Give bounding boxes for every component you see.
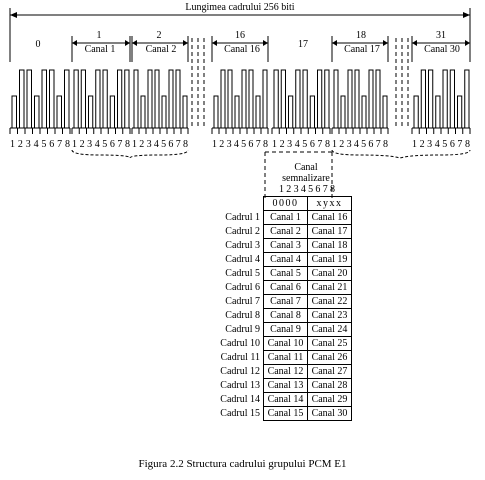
table-row bbox=[214, 365, 352, 379]
table-row bbox=[214, 351, 352, 365]
header-bits-b: xyxx bbox=[308, 197, 352, 211]
bit-pulse bbox=[296, 70, 300, 128]
table-row bbox=[214, 253, 352, 267]
bit-pulse bbox=[303, 70, 307, 128]
bit-pulse bbox=[242, 70, 246, 128]
table-row bbox=[214, 323, 352, 337]
bit-pulse bbox=[436, 96, 440, 128]
bit-pulse bbox=[325, 70, 329, 128]
bit-pulse bbox=[183, 96, 187, 128]
bit-pulse bbox=[103, 70, 107, 128]
bit-pulse bbox=[429, 70, 433, 128]
arrow-head bbox=[412, 40, 417, 46]
bit-numbers-slot-17: 12345678 bbox=[272, 139, 330, 150]
frame-label: Cadrul 6 bbox=[225, 282, 260, 293]
frame-label: Cadrul 9 bbox=[225, 324, 260, 335]
channel-b: Canal 16 bbox=[308, 211, 352, 225]
bit-pulse bbox=[263, 70, 267, 128]
arrow-head bbox=[132, 40, 137, 46]
slot-number-1: 1 bbox=[96, 30, 102, 41]
signaling-bits: 12345678 bbox=[279, 184, 335, 195]
table-row bbox=[214, 267, 352, 281]
bit-pulse bbox=[42, 70, 47, 128]
bit-pulse bbox=[450, 70, 454, 128]
channel-a: Canal 13 bbox=[264, 379, 308, 393]
arrow-head bbox=[465, 40, 470, 46]
arrow-head bbox=[183, 40, 188, 46]
signaling-title-1: Canal bbox=[294, 162, 318, 173]
channel-a: Canal 12 bbox=[264, 365, 308, 379]
frame-label: Cadrul 8 bbox=[225, 310, 260, 321]
bit-pulse bbox=[274, 70, 278, 128]
bit-pulse bbox=[110, 96, 114, 128]
bit-pulse bbox=[465, 70, 469, 128]
bit-numbers-slot-31: 12345678 bbox=[412, 139, 470, 150]
bit-pulse bbox=[65, 70, 70, 128]
table-row bbox=[214, 211, 352, 225]
bit-pulse bbox=[376, 70, 380, 128]
bit-pulse bbox=[249, 70, 253, 128]
bit-pulse bbox=[318, 70, 322, 128]
bit-pulse-train bbox=[10, 70, 470, 128]
bit-pulse bbox=[289, 96, 293, 128]
bit-numbers-slot-2: 12345678 bbox=[132, 139, 188, 150]
bit-numbers-slot-0: 12345678 bbox=[10, 139, 70, 150]
channel-a: Canal 11 bbox=[264, 351, 308, 365]
bit-pulse bbox=[74, 70, 78, 128]
bit-pulse bbox=[162, 96, 166, 128]
frame-label: Cadrul 3 bbox=[225, 240, 260, 251]
channel-b: Canal 22 bbox=[308, 295, 352, 309]
frame-label: Cadrul 5 bbox=[225, 268, 260, 279]
bit-pulse bbox=[458, 96, 462, 128]
table-row bbox=[214, 337, 352, 351]
arrow-head bbox=[383, 40, 388, 46]
slot-number-0: 0 bbox=[35, 39, 41, 50]
bit-pulse bbox=[118, 70, 122, 128]
channel-a: Canal 8 bbox=[264, 309, 308, 323]
channel-a: Canal 4 bbox=[264, 253, 308, 267]
channel-b: Canal 20 bbox=[308, 267, 352, 281]
table-row bbox=[214, 379, 352, 393]
bit-pulse bbox=[355, 70, 359, 128]
signaling-title-2: semnalizare bbox=[282, 173, 330, 184]
header-bits-a: 0000 bbox=[264, 197, 308, 211]
channel-b: Canal 18 bbox=[308, 239, 352, 253]
bit-pulse bbox=[141, 96, 145, 128]
slot-number-16: 16 bbox=[235, 30, 245, 41]
bit-pulse bbox=[176, 70, 180, 128]
channel-a: Canal 14 bbox=[264, 393, 308, 407]
bit-pulse bbox=[414, 96, 418, 128]
slot-arrows bbox=[72, 36, 470, 62]
slot-braces bbox=[72, 150, 470, 158]
bit-pulse bbox=[421, 70, 425, 128]
table-row bbox=[214, 393, 352, 407]
channel-a: Canal 2 bbox=[264, 225, 308, 239]
figure-caption: Figura 2.2 Structura cadrului grupului PCM E1 bbox=[138, 458, 347, 470]
frame-label: Cadrul 12 bbox=[220, 366, 260, 377]
bit-pulse bbox=[169, 70, 173, 128]
bit-pulse bbox=[235, 96, 239, 128]
bit-pulse bbox=[369, 70, 373, 128]
channel-a: Canal 10 bbox=[264, 337, 308, 351]
row-label bbox=[214, 197, 264, 211]
bit-pulse bbox=[89, 96, 93, 128]
channel-a: Canal 1 bbox=[264, 211, 308, 225]
slot-name-16: Canal 16 bbox=[224, 44, 260, 55]
bit-pulse bbox=[383, 96, 387, 128]
channel-a: Canal 3 bbox=[264, 239, 308, 253]
channel-b: Canal 30 bbox=[308, 407, 352, 421]
bit-pulse bbox=[20, 70, 25, 128]
slot-number-18: 18 bbox=[356, 30, 366, 41]
bit-pulse bbox=[228, 70, 232, 128]
arrow-head bbox=[332, 40, 337, 46]
slot-boundary-ticks bbox=[10, 128, 470, 134]
bit-numbers-slot-16: 12345678 bbox=[212, 139, 268, 150]
bit-numbers-slot-1: 12345678 bbox=[72, 139, 130, 150]
bit-pulse bbox=[35, 96, 40, 128]
bit-pulse bbox=[50, 70, 55, 128]
channel-b: Canal 25 bbox=[308, 337, 352, 351]
bit-pulse bbox=[310, 96, 314, 128]
bit-pulse bbox=[12, 96, 17, 128]
bit-pulse bbox=[221, 70, 225, 128]
bit-pulse bbox=[134, 70, 138, 128]
channel-b: Canal 17 bbox=[308, 225, 352, 239]
slot-name-18: Canal 17 bbox=[344, 44, 380, 55]
slot-name-31: Canal 30 bbox=[424, 44, 460, 55]
channel-a: Canal 15 bbox=[264, 407, 308, 421]
slot-name-1: Canal 1 bbox=[84, 44, 116, 55]
arrow-head bbox=[72, 40, 77, 46]
bit-pulse bbox=[348, 70, 352, 128]
table-row bbox=[214, 281, 352, 295]
frame-label: Cadrul 2 bbox=[225, 226, 260, 237]
slot-number-31: 31 bbox=[436, 30, 446, 41]
bit-pulse bbox=[96, 70, 100, 128]
table-row bbox=[214, 309, 352, 323]
frame-label: Cadrul 4 bbox=[225, 254, 260, 265]
arrow-head bbox=[212, 40, 217, 46]
channel-b: Canal 27 bbox=[308, 365, 352, 379]
table-row bbox=[214, 407, 352, 421]
frame-label: Cadrul 15 bbox=[220, 408, 260, 419]
channel-b: Canal 19 bbox=[308, 253, 352, 267]
table-row bbox=[214, 239, 352, 253]
channel-b: Canal 21 bbox=[308, 281, 352, 295]
bit-pulse bbox=[125, 70, 129, 128]
channel-a: Canal 7 bbox=[264, 295, 308, 309]
signaling-table bbox=[214, 196, 352, 421]
bit-pulse bbox=[27, 70, 32, 128]
bit-pulse bbox=[81, 70, 85, 128]
channel-b: Canal 29 bbox=[308, 393, 352, 407]
arrow-head bbox=[263, 40, 268, 46]
table-row bbox=[214, 225, 352, 239]
channel-b: Canal 28 bbox=[308, 379, 352, 393]
frame-label: Cadrul 1 bbox=[225, 212, 260, 223]
frame-length-label: Lungimea cadrului 256 biti bbox=[185, 2, 295, 13]
slot-number-2: 2 bbox=[156, 30, 162, 41]
slot-number-17: 17 bbox=[298, 39, 308, 50]
bit-pulse bbox=[281, 70, 285, 128]
arrow-head bbox=[125, 40, 130, 46]
bit-pulse bbox=[334, 70, 338, 128]
bit-pulse bbox=[57, 96, 62, 128]
bit-pulse bbox=[443, 70, 447, 128]
bit-pulse bbox=[256, 96, 260, 128]
bit-numbers-slot-18: 12345678 bbox=[332, 139, 388, 150]
frame-label: Cadrul 14 bbox=[220, 394, 260, 405]
signaling-header-row bbox=[214, 197, 352, 211]
slot-name-2: Canal 2 bbox=[145, 44, 177, 55]
channel-a: Canal 5 bbox=[264, 267, 308, 281]
bit-pulse bbox=[362, 96, 366, 128]
table-row bbox=[214, 295, 352, 309]
channel-b: Canal 24 bbox=[308, 323, 352, 337]
frame-label: Cadrul 13 bbox=[220, 380, 260, 391]
channel-b: Canal 23 bbox=[308, 309, 352, 323]
signaling-table-wrap bbox=[214, 196, 352, 421]
channel-b: Canal 26 bbox=[308, 351, 352, 365]
bit-pulse bbox=[341, 96, 345, 128]
bit-pulse bbox=[214, 96, 218, 128]
frame-label: Cadrul 10 bbox=[220, 338, 260, 349]
channel-a: Canal 9 bbox=[264, 323, 308, 337]
frame-label: Cadrul 7 bbox=[225, 296, 260, 307]
bit-pulse bbox=[155, 70, 159, 128]
bit-pulse bbox=[148, 70, 152, 128]
channel-a: Canal 6 bbox=[264, 281, 308, 295]
frame-label: Cadrul 11 bbox=[220, 352, 260, 363]
